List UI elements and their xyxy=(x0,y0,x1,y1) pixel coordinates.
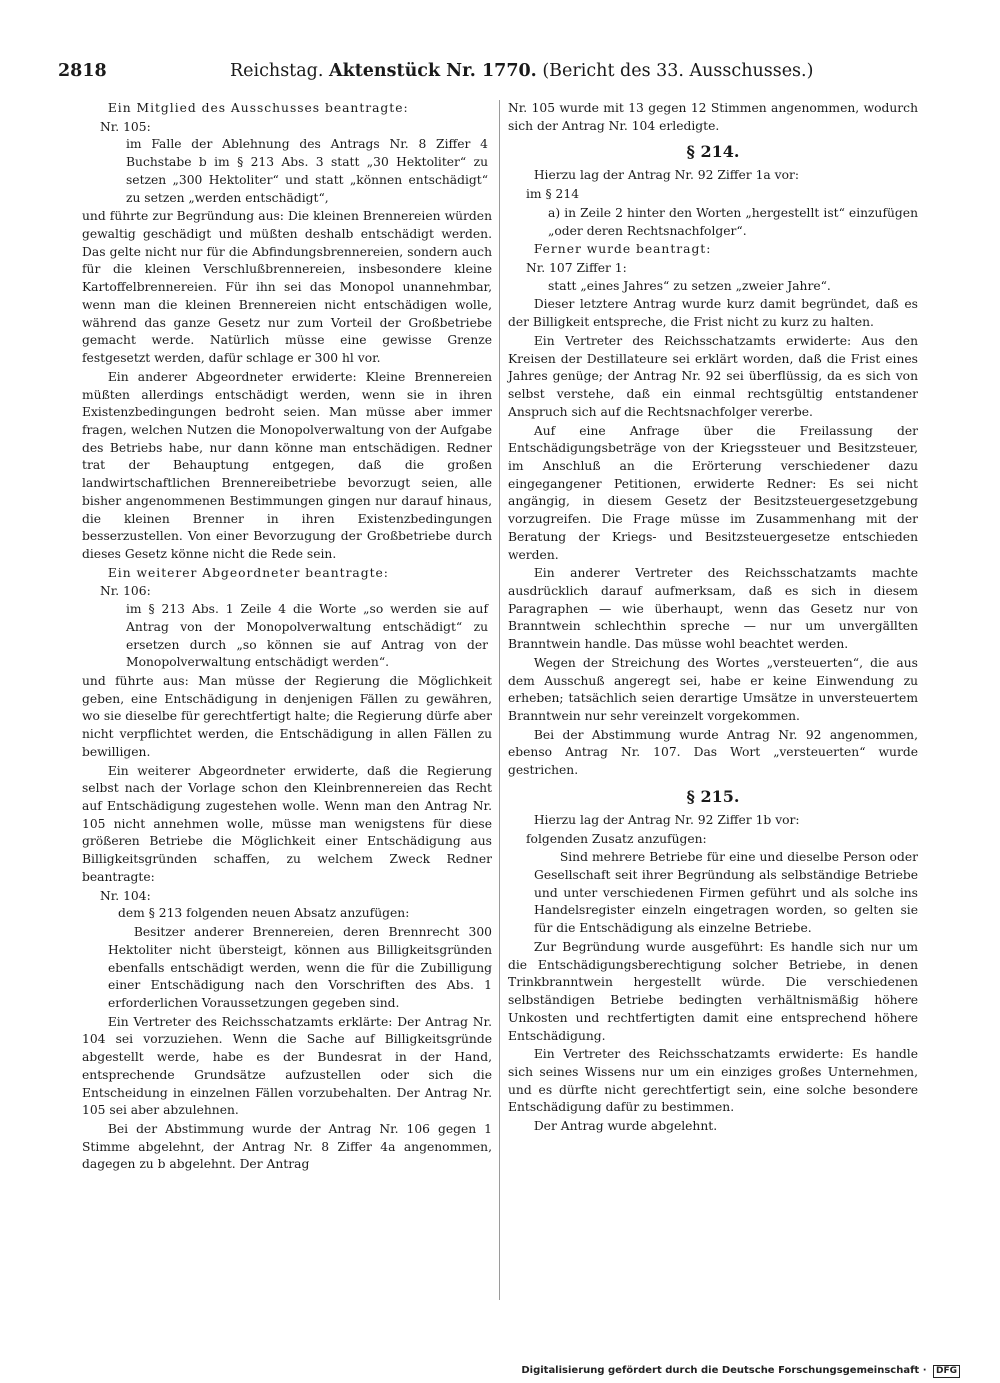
paragraph: Ein anderer Abgeordneter erwiderte: Kleine Brennereien müßten allerdings entschädigt werden, wenn sie in ihren Existenzbedingungen bedroht seien. Man müsse aber immer fragen, welchen Nutzen die Monopolverwaltung von der Aufgabe des Betriebs habe, nur dann könne man entschädigen. Redner trat der Behauptung entgegen, daß die großen landwirtschaftlichen Brennereibetriebe bevorzugt seien, alle bisher angenommenen Bestimmungen gingen nur darauf hinaus, die kleinen Brenner in ihren Existenzbedingungen besserzustellen. Von einer Bevorzugung der Großbetriebe durch dieses Gesetz könne nicht die Rede sein. xyxy=(82,369,492,561)
title-document: Aktenstück Nr. 1770. xyxy=(329,61,537,81)
page-header xyxy=(58,58,958,84)
paragraph: Dieser letztere Antrag wurde kurz damit begründet, daß es der Billigkeit entspreche, die Frist nicht zu kurz zu halten. xyxy=(508,297,918,330)
paragraph: Zur Begründung wurde ausgeführt: Es handle sich nur um die Entschädigungsberechtigung solcher Betriebe, in denen Trinkbranntwein hergestellt würde. Die verschiedenen selbständigen Betriebe bedingten verhältnismäßig höhere Unkosten und rechtfertigten damit eine entsprechend höhere Entschädigung. xyxy=(508,939,918,1043)
paragraph: Wegen der Streichung des Wortes „versteuerten“, die aus dem Ausschuß angeregt sei, habe er keine Einwendung zu erheben; tatsächlich seien derartige Umsätze in unversteuertem Branntwein nur sehr vereinzelt vorgekommen. xyxy=(508,655,918,723)
paragraph: Ein weiterer Abgeordneter beantragte: xyxy=(107,565,389,580)
right-column xyxy=(508,100,918,1137)
paragraph: Ein Vertreter des Reichsschatzamts erwiderte: Es handle sich seines Wissens nur um ein einziges großes Unternehmen, und es dürfte nicht gerechtfertigt sein, eine solche besondere Entschädigung dafür zu bestimmen. xyxy=(508,1047,918,1115)
motion-text: dem § 213 folgenden neuen Absatz anzufügen: xyxy=(118,906,410,921)
column-divider xyxy=(499,100,500,1300)
paragraph: Ein anderer Vertreter des Reichsschatzamts machte ausdrücklich darauf aufmerksam, daß es sich in diesem Paragraphen — wie überhaupt, wenn das Gesetz nur von Branntwein schlechthin spreche — nur um unvergällten Branntwein handle. Das müsse wohl beachtet werden. xyxy=(508,566,918,652)
motion-label: Nr. 105: xyxy=(100,119,151,134)
paragraph: Bei der Abstimmung wurde der Antrag Nr. 106 gegen 1 Stimme abgelehnt, der Antrag Nr. 8 Ziffer 4a angenommen, dagegen zu b abgelehnt. Der Antrag xyxy=(82,1121,492,1172)
motion-label: im § 214 xyxy=(526,187,580,202)
page-number: 2818 xyxy=(58,61,107,81)
title-suffix: (Bericht des 33. Ausschusses.) xyxy=(542,61,814,81)
motion-text: im § 213 Abs. 1 Zeile 4 die Worte „so werden sie auf Antrag von der Monopolverwaltung entschädigt“ zu ersetzen durch „so können sie auf Antrag von der Monopolverwaltung entschädigt werden“. xyxy=(126,602,488,670)
paragraph: Ein Vertreter des Reichsschatzamts erwiderte: Aus den Kreisen der Destillateure sei erklärt worden, daß die Frist eines Jahres genüge; der Antrag Nr. 92 sei überflüssig, da es sich von selbst verstehe, daß ein einmal rechtsgültig entstandener Anspruch sich auf die Rechtsnachfolger vererbe. xyxy=(508,333,918,419)
motion-quote: Sind mehrere Betriebe für eine und dieselbe Person oder Gesellschaft seit ihrer Begründung als selbständige Betriebe und unter verschiedenen Firmen geführt und als solche ins Handelsregister einzeln eingetragen worden, so gelten sie für die Entschädigung als einzelne Betriebe. xyxy=(534,850,918,936)
running-title xyxy=(230,58,813,84)
motion-label: Nr. 104: xyxy=(100,888,151,903)
paragraph: und führte aus: Man müsse der Regierung die Möglichkeit geben, eine Entschädigung in denjenigen Fällen zu gewähren, wo sie dieselbe für gerechtfertigt halte; die Regierung dürfe aber nicht verpflichtet werden, die Entschädigung in allen Fällen zu bewilligen. xyxy=(82,674,492,759)
motion-text: im Falle der Ablehnung des Antrags Nr. 8 Ziffer 4 Buchstabe b im § 213 Abs. 3 statt „30 Hektoliter“ zu setzen „300 Hektoliter“ und statt „können entschädigt“ zu setzen „werden entschädigt“, xyxy=(126,137,488,205)
motion-label: Nr. 107 Ziffer 1: xyxy=(526,261,627,276)
motion-text: a) in Zeile 2 hinter den Worten „hergestellt ist“ einzufügen „oder deren Rechtsnachfolger“. xyxy=(548,205,918,238)
paragraph: Ein Vertreter des Reichsschatzamts erklärte: Der Antrag Nr. 104 sei vorzuziehen. Wenn die Sache auf Billigkeitsgründe abgestellt werde, habe es der Bundesrat in der Hand, entsprechende Grundsätze aufzustellen oder sich die Entscheidung in einzelnen Fällen vorzubehalten. Der Antrag Nr. 105 sei aber abzulehnen. xyxy=(82,1014,492,1118)
title-prefix: Reichstag. xyxy=(230,61,324,81)
paragraph: Hierzu lag der Antrag Nr. 92 Ziffer 1a vor: xyxy=(533,168,800,183)
paragraph: Der Antrag wurde abgelehnt. xyxy=(533,1119,718,1134)
left-column xyxy=(82,100,492,1175)
paragraph: und führte zur Begründung aus: Die kleinen Brennereien würden gewaltig geschädigt und müßten deshalb entschädigt werden. Das gelte nicht nur für die Abfindungsbrennereien, sondern auch für die kleinen Verschlußbrennereien, insbesondere kleine Kartoffelbrennereien. Für ihn sei das Monopol unannehmbar, wenn man die kleinen Brennereien nicht entschädigen wolle, während das ganze Gesetz nur zum Vorteil der Großbetriebe gemacht werde. Natürlich müsse eine gewisse Grenze festgesetzt werden, dafür schlage er 300 hl vor. xyxy=(82,209,492,366)
section-heading-215: § 215. xyxy=(686,786,740,806)
digitization-footer xyxy=(521,1365,960,1378)
dfg-logo: DFG xyxy=(933,1365,960,1378)
paragraph: Bei der Abstimmung wurde Antrag Nr. 92 angenommen, ebenso Antrag Nr. 107. Das Wort „versteuerten“ wurde gestrichen. xyxy=(508,727,918,778)
motion-text: statt „eines Jahres“ zu setzen „zweier Jahre“. xyxy=(548,278,831,293)
motion-label: Nr. 106: xyxy=(100,584,151,599)
paragraph: Nr. 105 wurde mit 13 gegen 12 Stimmen angenommen, wodurch sich der Antrag Nr. 104 erledigte. xyxy=(508,101,918,133)
section-heading-214: § 214. xyxy=(686,142,740,162)
paragraph: Auf eine Anfrage über die Freilassung der Entschädigungsbeträge von der Kriegssteuer und Besitzsteuer, im Anschluß an die Erörterung verschiedener dazu eingegangener Petitionen, erwiderte Redner: Es sei nicht angängig, in diesem Gesetz der Besitzsteuergesetzgebung vorzugreifen. Die Frage müsse im Zusammenhang mit der Beratung der Kriegs- und Besitzsteuergesetze entschieden werden. xyxy=(508,423,918,562)
footer-text: Digitalisierung gefördert durch die Deutsche Forschungsgemeinschaft · xyxy=(521,1365,927,1376)
motion-text: folgenden Zusatz anzufügen: xyxy=(526,831,707,846)
paragraph: Hierzu lag der Antrag Nr. 92 Ziffer 1b vor: xyxy=(533,812,800,827)
motion-quote: Besitzer anderer Brennereien, deren Brennrecht 300 Hektoliter nicht übersteigt, können aus Billigkeitsgründen ebenfalls entschädigt werden, wenn die für die Zubilligung einer Entschädigung nach den Vorschriften des Abs. 1 erforderlichen Voraussetzungen gegeben sind. xyxy=(108,925,492,1010)
paragraph: Ein Mitglied des Ausschusses beantragte: xyxy=(107,101,409,115)
paragraph: Ferner wurde beantragt: xyxy=(533,242,712,257)
paragraph: Ein weiterer Abgeordneter erwiderte, daß die Regierung selbst nach der Vorlage schon den Kleinbrennereien das Recht auf Entschädigung zugestehen wolle. Wenn man den Antrag Nr. 105 nicht annehmen wolle, müsse man wenigstens für diese größeren Betriebe die Möglichkeit einer Entschädigung aus Billigkeitsgründen schaffen, zu welchem Zweck Redner beantragte: xyxy=(82,763,492,884)
